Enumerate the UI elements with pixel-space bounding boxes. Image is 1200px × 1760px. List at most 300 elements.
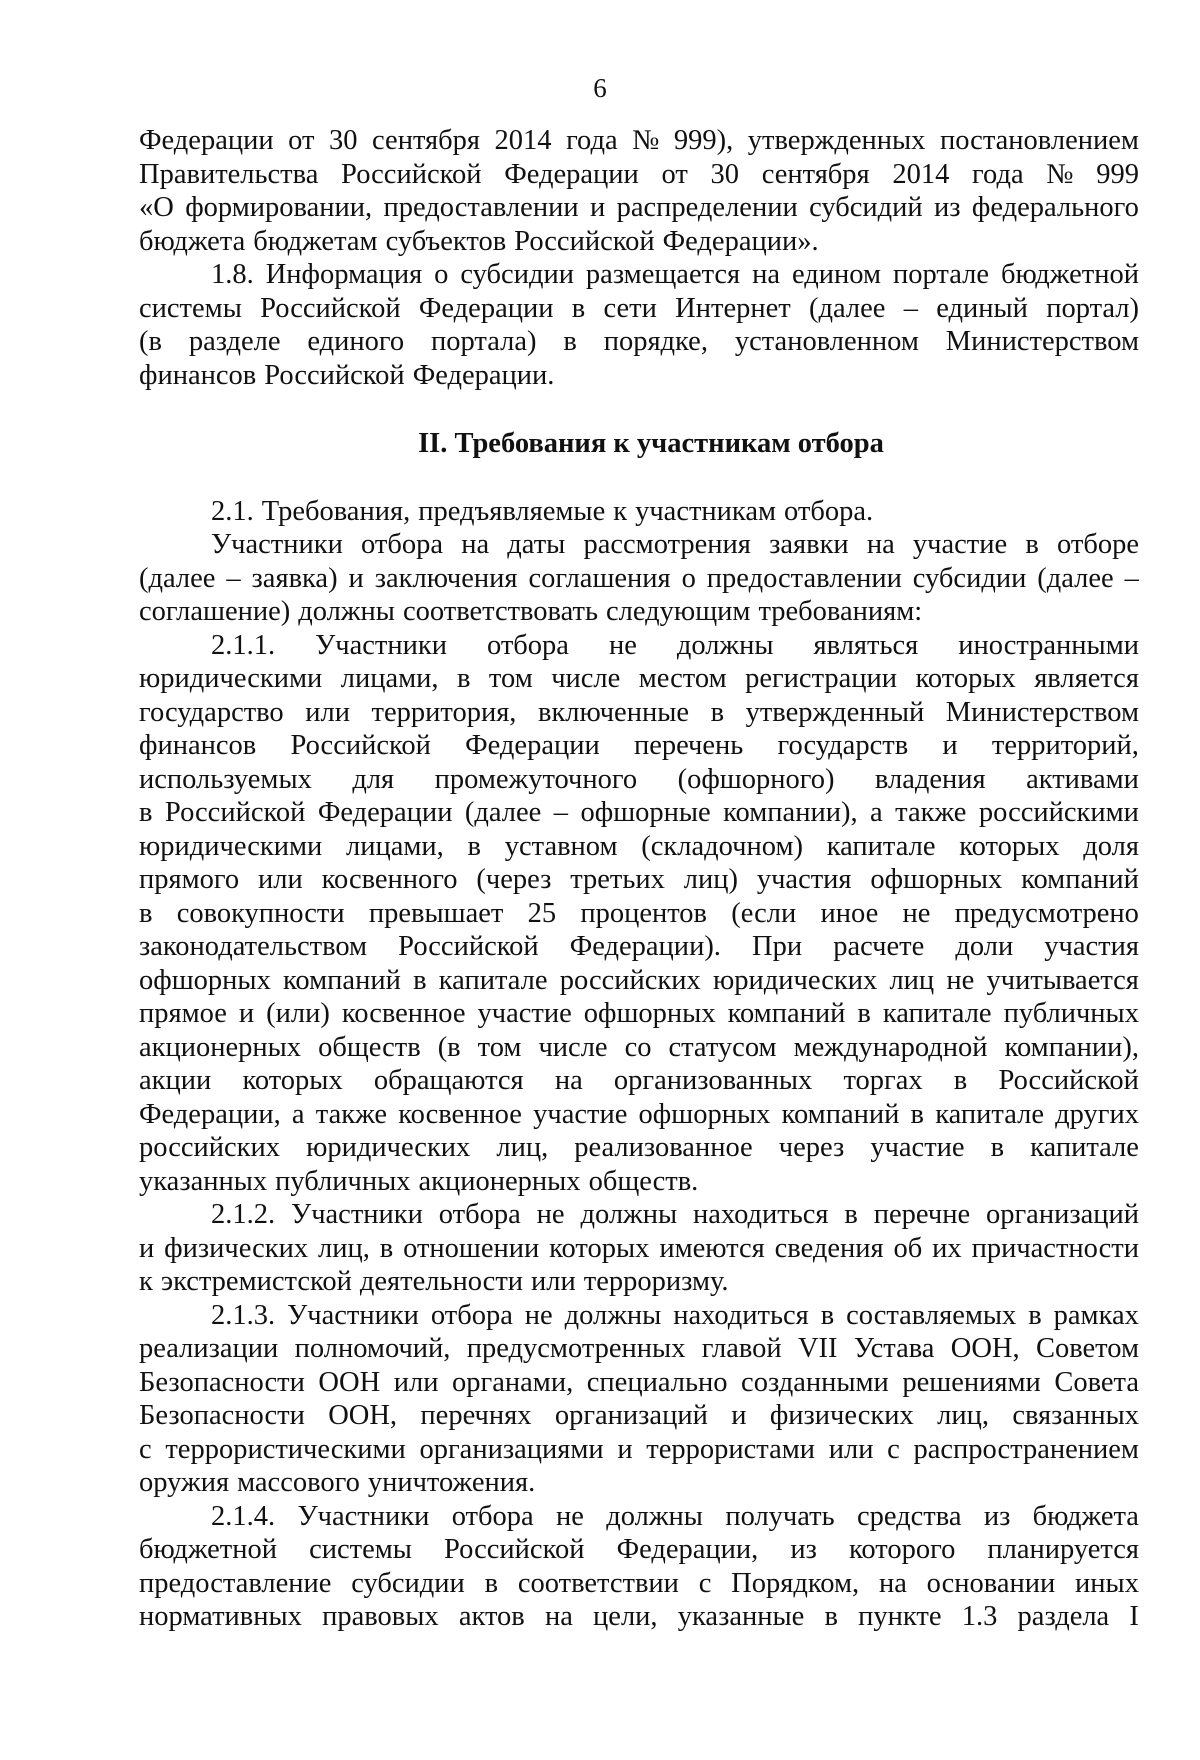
word: бюджета xyxy=(139,225,246,257)
word: доля xyxy=(1083,830,1139,862)
word: постановлением xyxy=(939,125,1139,156)
word: субсидии xyxy=(912,562,1027,594)
word: сети xyxy=(603,292,657,324)
word: заявка) xyxy=(251,562,338,594)
word: о xyxy=(434,259,449,290)
word: и xyxy=(589,192,606,223)
text-line xyxy=(139,1332,1139,1366)
word: должны xyxy=(676,629,774,661)
text-line xyxy=(139,830,1139,864)
word: участие xyxy=(912,529,1008,560)
word: бюджетной xyxy=(139,1534,278,1565)
word: в xyxy=(990,1132,1005,1163)
word: в xyxy=(571,292,586,324)
word: офшорных xyxy=(638,1098,771,1130)
word: субсидии xyxy=(460,259,574,290)
word: экстремистской xyxy=(160,1266,352,1297)
word: планируется xyxy=(987,1534,1139,1565)
word: должны xyxy=(580,1199,678,1230)
word: Федерации). xyxy=(569,931,721,962)
word: сентября xyxy=(372,125,480,156)
word: реализованное xyxy=(574,1132,753,1163)
word: (далее xyxy=(1037,562,1114,594)
word: на xyxy=(554,1065,583,1096)
page-number: 6 xyxy=(593,73,607,103)
word: также xyxy=(895,797,967,828)
word: должны xyxy=(606,1500,703,1532)
word: иностранными xyxy=(958,629,1139,661)
text-line xyxy=(139,562,1139,596)
word: к xyxy=(139,1266,153,1297)
word: перечне xyxy=(873,1199,971,1230)
word: терроризму. xyxy=(583,1266,729,1297)
word: не xyxy=(536,1199,565,1230)
word: в xyxy=(857,998,871,1029)
word: лиц, xyxy=(317,1232,370,1264)
text-line xyxy=(139,1399,1139,1433)
word: указанные xyxy=(677,1601,805,1632)
word: иных xyxy=(1075,1567,1139,1599)
text-line xyxy=(139,1366,1139,1400)
word: участие xyxy=(533,1098,628,1130)
word: Федерации xyxy=(504,158,639,190)
word: специально xyxy=(586,1366,728,1398)
word: Порядком, xyxy=(731,1567,860,1599)
text-line xyxy=(139,1198,1139,1232)
word: с xyxy=(887,1433,900,1465)
word: в xyxy=(820,1299,835,1331)
word: других xyxy=(1055,1098,1139,1130)
word: рассмотрения xyxy=(583,529,751,560)
text-line xyxy=(139,258,1139,292)
text-line xyxy=(139,1165,1139,1199)
word: ООН, xyxy=(950,1333,1020,1364)
word: о xyxy=(681,562,696,594)
word: об xyxy=(893,1232,923,1264)
word: 2.1.2. xyxy=(211,1199,276,1230)
word: порядке, xyxy=(603,326,708,357)
word: сентября xyxy=(761,158,870,190)
word: обществ xyxy=(318,1031,421,1063)
word: которых xyxy=(242,1065,343,1096)
word: регистрации xyxy=(745,663,898,694)
word: физических xyxy=(769,1400,914,1431)
word: созданными xyxy=(741,1366,889,1398)
word: распространением xyxy=(913,1433,1139,1465)
text-line xyxy=(139,1098,1139,1132)
word: на xyxy=(544,1601,573,1632)
word: (далее xyxy=(808,292,886,324)
paragraphs-after-heading xyxy=(139,495,1139,1634)
word: Советом xyxy=(1035,1333,1139,1364)
word: которых xyxy=(915,663,1016,694)
word: лиц, xyxy=(496,1132,549,1163)
word: перечень xyxy=(633,730,744,761)
word: лиц xyxy=(889,964,935,996)
word: являться xyxy=(813,629,919,661)
word: Российской xyxy=(264,359,405,391)
word: террористами xyxy=(646,1433,816,1465)
word: не xyxy=(902,897,931,929)
word: 1.3 xyxy=(961,1601,998,1632)
word: 999), xyxy=(673,125,734,156)
word: от xyxy=(661,158,688,190)
word: № xyxy=(1046,158,1074,190)
word: отбора xyxy=(430,1299,513,1331)
word: 999 xyxy=(1096,158,1139,190)
word: (если xyxy=(731,897,797,929)
word: которых xyxy=(549,1232,650,1264)
word: I xyxy=(1129,1601,1139,1632)
word: косвенное xyxy=(398,1098,522,1130)
word: капитале xyxy=(1030,1132,1139,1163)
word: предъявляемые xyxy=(418,495,606,527)
word: основании xyxy=(926,1567,1056,1599)
word: 2.1.1. xyxy=(211,629,276,661)
word: отборе xyxy=(1056,529,1139,560)
word: капитале xyxy=(826,830,936,862)
word: Требования, xyxy=(261,495,411,527)
word: 2014 xyxy=(494,125,552,156)
word: числе xyxy=(551,663,621,694)
word: компаний xyxy=(1021,864,1139,895)
word: и xyxy=(731,1400,747,1431)
word: (или) xyxy=(266,998,330,1029)
word: Министерством xyxy=(945,326,1139,357)
word: территорий, xyxy=(991,730,1139,761)
word: российских xyxy=(559,964,701,996)
word: лиц) xyxy=(683,864,738,895)
word: портале xyxy=(893,259,989,290)
word: Интернет xyxy=(675,292,791,324)
word: перечнях xyxy=(420,1400,532,1431)
word: и xyxy=(238,998,255,1029)
word: в xyxy=(484,1567,499,1599)
text-line xyxy=(139,930,1139,964)
word: отбора xyxy=(451,1500,534,1532)
word: утвержденный xyxy=(745,696,925,728)
word: участия xyxy=(756,864,852,895)
text-line xyxy=(139,629,1139,663)
word: субсидий xyxy=(809,192,923,223)
word: предусмотренных xyxy=(466,1333,686,1364)
word: акции xyxy=(139,1065,212,1096)
word: бюджетам xyxy=(253,225,378,257)
text-line xyxy=(139,1567,1139,1601)
word: заявки xyxy=(769,529,849,560)
word: в xyxy=(563,326,577,357)
word: обществ. xyxy=(588,1165,699,1197)
word: офшорных xyxy=(139,964,271,996)
word: используемых xyxy=(139,763,312,795)
word: том xyxy=(488,663,533,694)
word: офшорных xyxy=(870,864,1003,895)
word: государств xyxy=(777,730,909,761)
word: том xyxy=(477,1031,522,1063)
word: в xyxy=(910,1098,925,1130)
word: предоставлении xyxy=(383,192,579,223)
word: российских xyxy=(139,1132,281,1163)
text-line xyxy=(139,528,1139,562)
word: следующим xyxy=(606,596,751,627)
word: отбора xyxy=(486,629,569,661)
word: на xyxy=(866,529,895,560)
word: едином xyxy=(792,259,882,290)
word: (офшорного) xyxy=(677,763,835,795)
word: 2.1.4. xyxy=(211,1500,276,1532)
word: обращаются xyxy=(373,1065,524,1096)
word: юридическими xyxy=(139,830,323,862)
word: на xyxy=(461,529,490,560)
word: находиться xyxy=(693,1199,829,1230)
text-line xyxy=(139,1600,1139,1634)
word: 25 xyxy=(527,897,557,929)
word: (далее xyxy=(139,562,216,594)
word: Российской xyxy=(290,730,431,761)
word: законодательством xyxy=(139,931,368,962)
word: с xyxy=(139,1433,152,1465)
word: прямое xyxy=(139,998,227,1029)
text-line xyxy=(139,1433,1139,1467)
word: акционерных xyxy=(418,1165,581,1197)
word: распределении xyxy=(616,192,798,223)
word: от xyxy=(288,125,315,156)
word: Безопасности xyxy=(139,1400,305,1431)
word: раздела xyxy=(1017,1601,1110,1632)
text-line xyxy=(139,495,1139,529)
word: решениями xyxy=(902,1366,1041,1398)
word: предоставлении xyxy=(706,562,902,594)
word: которого xyxy=(848,1534,956,1565)
word: Федерации, xyxy=(139,1098,281,1130)
word: портал) xyxy=(1046,292,1139,324)
word: публичных xyxy=(275,1165,411,1197)
word: юридических xyxy=(306,1132,471,1163)
word: компаний xyxy=(781,1098,900,1130)
word: системы xyxy=(309,1534,412,1565)
word: Федерации xyxy=(465,730,600,761)
word: правовых xyxy=(322,1601,439,1632)
word: или xyxy=(393,1366,439,1398)
word: владения xyxy=(874,763,986,795)
text-line xyxy=(139,897,1139,931)
word: должны xyxy=(564,1299,662,1331)
word: в xyxy=(139,797,153,828)
word: которых xyxy=(959,830,1060,862)
word: местом xyxy=(638,663,727,694)
word: российскими xyxy=(978,797,1139,828)
word: активами xyxy=(1026,763,1139,795)
word: отбора. xyxy=(784,495,874,527)
document-body xyxy=(139,124,1139,1634)
word: также xyxy=(315,1098,388,1130)
word: финансов xyxy=(139,730,257,761)
word: не xyxy=(524,1299,553,1331)
text-line xyxy=(139,997,1139,1031)
word: компаний xyxy=(727,998,846,1029)
word: отношении xyxy=(403,1232,540,1264)
word: промежуточного xyxy=(434,763,638,795)
word: или xyxy=(828,1433,874,1465)
text-line xyxy=(139,158,1139,192)
text-line xyxy=(139,1533,1139,1567)
word: разделе xyxy=(188,326,281,357)
word: акционерных xyxy=(139,1031,302,1063)
word: реализации xyxy=(139,1333,279,1364)
text-line xyxy=(139,595,1139,629)
word: Российской xyxy=(341,158,482,190)
word: Российской xyxy=(260,292,401,324)
word: получать xyxy=(725,1500,835,1532)
text-line xyxy=(139,124,1139,158)
word: должны xyxy=(298,596,395,627)
word: Участники xyxy=(211,529,343,560)
text-line xyxy=(139,1500,1139,1534)
word: органами, xyxy=(452,1366,574,1398)
word: в xyxy=(379,1232,394,1264)
word: предоставление xyxy=(139,1567,332,1599)
word: отбора xyxy=(361,529,444,560)
word: рамках xyxy=(1053,1299,1139,1331)
word: соглашение) xyxy=(139,596,291,627)
word: Совета xyxy=(1054,1366,1139,1398)
word: и xyxy=(617,1433,633,1465)
word: ООН xyxy=(318,1366,381,1398)
word: (через xyxy=(476,864,552,895)
section-heading-text: II. Требования к участникам отбора xyxy=(418,428,884,459)
word: капитале xyxy=(438,964,548,996)
text-line xyxy=(139,1031,1139,1065)
word: их xyxy=(932,1232,962,1264)
word: года xyxy=(972,158,1024,190)
word: № xyxy=(632,125,660,156)
word: портала) xyxy=(431,326,537,357)
word: в xyxy=(1025,529,1039,560)
word: сведения xyxy=(774,1232,884,1264)
word: 1.8. xyxy=(211,259,254,290)
word: косвенное xyxy=(341,998,466,1029)
text-line xyxy=(139,763,1139,797)
word: доли xyxy=(955,931,1014,962)
word: превышает xyxy=(368,897,504,929)
word: Правительства xyxy=(139,158,319,190)
word: для xyxy=(352,763,395,795)
word: Министерством xyxy=(945,696,1139,728)
word: уничтожения. xyxy=(367,1467,536,1498)
word: участия xyxy=(1044,931,1139,962)
word: Федерации. xyxy=(412,359,555,391)
word: участие xyxy=(477,998,572,1029)
word: компании), xyxy=(723,797,858,828)
text-line xyxy=(139,696,1139,730)
word: государство xyxy=(139,696,284,728)
paragraphs-before-heading xyxy=(139,124,1139,392)
word: ООН, xyxy=(328,1400,398,1431)
word: (складочном) xyxy=(641,830,803,862)
word: уставном xyxy=(504,830,618,862)
word: оружия xyxy=(139,1467,230,1498)
word: и xyxy=(942,730,958,761)
word: статусом xyxy=(668,1031,777,1063)
word: юридическими xyxy=(139,663,323,694)
word: «О xyxy=(139,192,174,223)
word: лицами, xyxy=(346,830,444,862)
text-line xyxy=(139,1265,1139,1299)
word: торгах xyxy=(843,1065,923,1096)
word: в xyxy=(710,696,725,728)
word: процентов xyxy=(580,897,708,929)
word: в xyxy=(953,1065,968,1096)
word: в xyxy=(413,964,427,996)
word: из xyxy=(934,192,961,223)
word: Участники xyxy=(287,1299,419,1331)
word: компаний xyxy=(283,964,401,996)
word: Федерации, xyxy=(616,1534,759,1565)
word: капитале xyxy=(882,998,992,1029)
word: участникам xyxy=(635,495,777,527)
word: публичных xyxy=(1003,998,1139,1029)
word: 2.1. xyxy=(211,495,254,527)
word: Информация xyxy=(265,259,423,290)
word: косвенного xyxy=(321,864,458,895)
word: числе xyxy=(538,1031,608,1063)
text-line xyxy=(139,1064,1139,1098)
word: единого xyxy=(307,326,405,357)
word: субсидии xyxy=(351,1567,465,1599)
word: Федерации xyxy=(418,292,554,324)
word: в xyxy=(467,830,482,862)
text-line xyxy=(139,1299,1139,1333)
word: средства xyxy=(856,1500,962,1532)
word: субъектов xyxy=(385,225,507,257)
word: установленном xyxy=(734,326,919,357)
word: капитале xyxy=(935,1098,1044,1130)
word: включенные xyxy=(537,696,690,728)
word: – xyxy=(226,562,241,594)
word: или xyxy=(531,1266,576,1297)
word: третьих xyxy=(570,864,665,895)
word: Устава xyxy=(853,1333,935,1364)
word: пункте xyxy=(858,1601,942,1632)
word: компании), xyxy=(1004,1031,1139,1063)
word: и xyxy=(139,1232,155,1264)
word: бюджета xyxy=(1032,1500,1139,1532)
word: лицами, xyxy=(340,663,439,694)
word: на xyxy=(752,259,781,290)
word: года xyxy=(566,125,618,156)
text-line xyxy=(139,225,1139,259)
text-line xyxy=(139,1466,1139,1500)
word: не xyxy=(556,1500,584,1532)
word: в xyxy=(1028,1299,1042,1331)
word: Федерации xyxy=(139,125,274,156)
word: 2.1.3. xyxy=(211,1299,276,1331)
word: финансов xyxy=(139,359,257,391)
word: а xyxy=(870,797,883,828)
word: соответствовать xyxy=(402,596,599,627)
word: – xyxy=(553,797,569,828)
word: организованных xyxy=(613,1065,813,1096)
word: Участники xyxy=(291,1199,423,1230)
text-line xyxy=(139,796,1139,830)
word: террористическими xyxy=(165,1433,406,1465)
word: на xyxy=(878,1567,907,1599)
word: или xyxy=(258,864,303,895)
word: актов xyxy=(458,1601,525,1632)
word: главой xyxy=(701,1333,782,1364)
word: не xyxy=(946,964,975,996)
word: Участники xyxy=(315,629,447,661)
